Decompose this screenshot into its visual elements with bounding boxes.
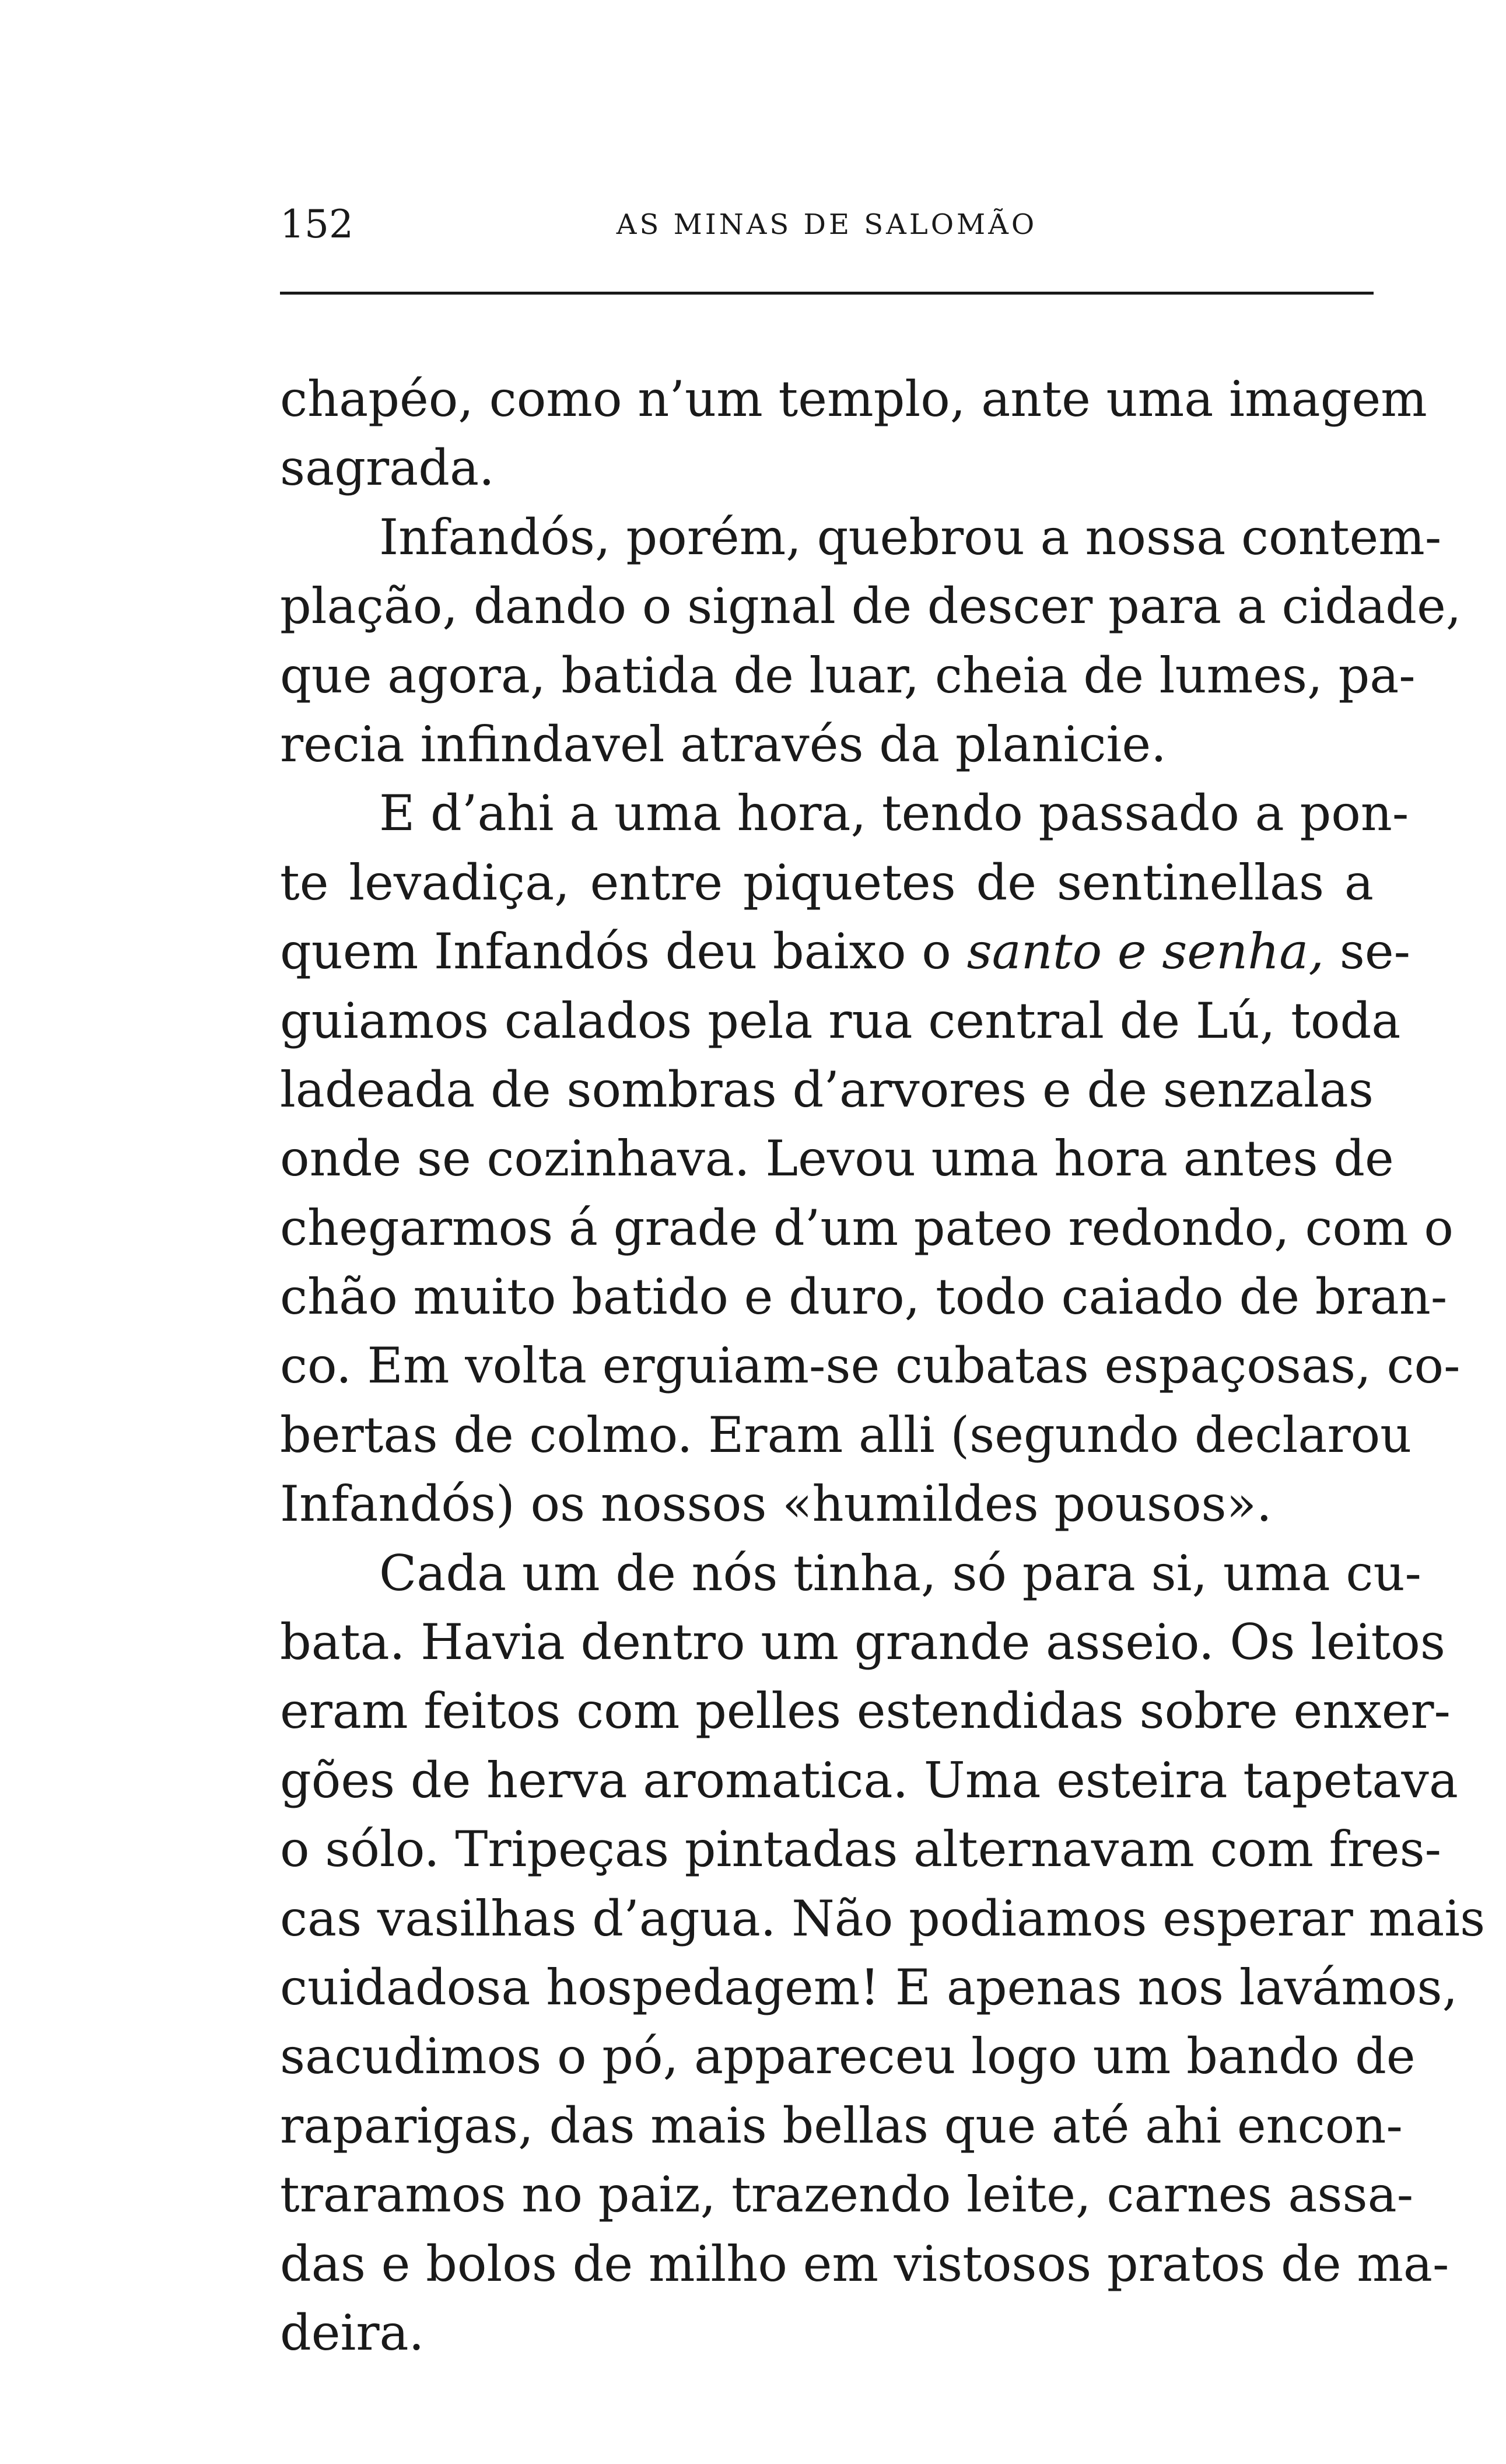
text-line: Infandós) os nossos «humildes pousos». bbox=[280, 1475, 1272, 1533]
text-line: onde se cozinhava. Levou uma hora antes de bbox=[280, 1130, 1394, 1188]
text-line: bertas de colmo. Eram alli (segundo declarou bbox=[280, 1406, 1412, 1464]
line-segment: quem Infandós deu baixo o bbox=[280, 923, 951, 981]
text-line: guiamos calados pela rua central de Lú, toda bbox=[280, 992, 1401, 1049]
text-line: Cada um de nós tinha, só para si, uma cu- bbox=[379, 1544, 1421, 1602]
text-line: sacudimos o pó, appareceu logo um bando de bbox=[280, 2028, 1416, 2085]
text-line: chapéo, como n’um templo, ante uma imagem bbox=[280, 370, 1427, 428]
text-line: ladeada de sombras d’arvores e de senzalas bbox=[280, 1060, 1374, 1118]
text-line: bata. Havia dentro um grande asseio. Os leitos bbox=[280, 1614, 1445, 1671]
text-line: deira. bbox=[280, 2304, 425, 2361]
running-title: AS MINAS DE SALOMÃO bbox=[616, 208, 1038, 241]
text-line: traramos no paiz, trazendo leite, carnes assa- bbox=[280, 2166, 1414, 2224]
text-line: raparigas, das mais bellas que até ahi encon- bbox=[280, 2096, 1403, 2154]
text-line: cas vasilhas d’agua. Não podiamos esperar mais bbox=[280, 1889, 1486, 1947]
header-rule bbox=[280, 292, 1374, 295]
text-line: gões de herva aromatica. Uma esteira tapetava bbox=[280, 1751, 1458, 1809]
text-line: o sólo. Tripeças pintadas alternavam com fres- bbox=[280, 1821, 1442, 1878]
text-line: recia infindavel através da planicie. bbox=[280, 715, 1167, 773]
text-line: das e bolos de milho em vistosos pratos de ma- bbox=[280, 2235, 1449, 2292]
italic-phrase: santo e senha, bbox=[966, 923, 1325, 981]
page-header bbox=[280, 192, 1374, 257]
text-line: sagrada. bbox=[280, 439, 495, 497]
line-segment: se- bbox=[1339, 923, 1410, 981]
text-line: eram feitos com pelles estendidas sobre enxer- bbox=[280, 1682, 1451, 1740]
text-line: Infandós, porém, quebrou a nossa contem- bbox=[379, 508, 1442, 566]
text-line: E d’ahi a uma hora, tendo passado a pon- bbox=[379, 785, 1409, 842]
text-line bbox=[280, 917, 1410, 986]
body-text bbox=[280, 365, 1486, 2367]
text-line: cuidadosa hospedagem! E apenas nos lavámos, bbox=[280, 1958, 1458, 2016]
text-line: te levadiça, entre piquetes de sentinellas a bbox=[280, 853, 1374, 911]
text-line: que agora, batida de luar, cheia de lumes, pa- bbox=[280, 646, 1416, 704]
page-number: 152 bbox=[280, 202, 353, 247]
text-line: plação, dando o signal de descer para a cidade, bbox=[280, 578, 1462, 635]
text-line: co. Em volta erguiam-se cubatas espaçosas, co- bbox=[280, 1337, 1461, 1395]
text-line: chão muito batido e duro, todo caiado de bran- bbox=[280, 1268, 1448, 1326]
text-line: chegarmos á grade d’um pateo redondo, com o bbox=[280, 1199, 1454, 1256]
